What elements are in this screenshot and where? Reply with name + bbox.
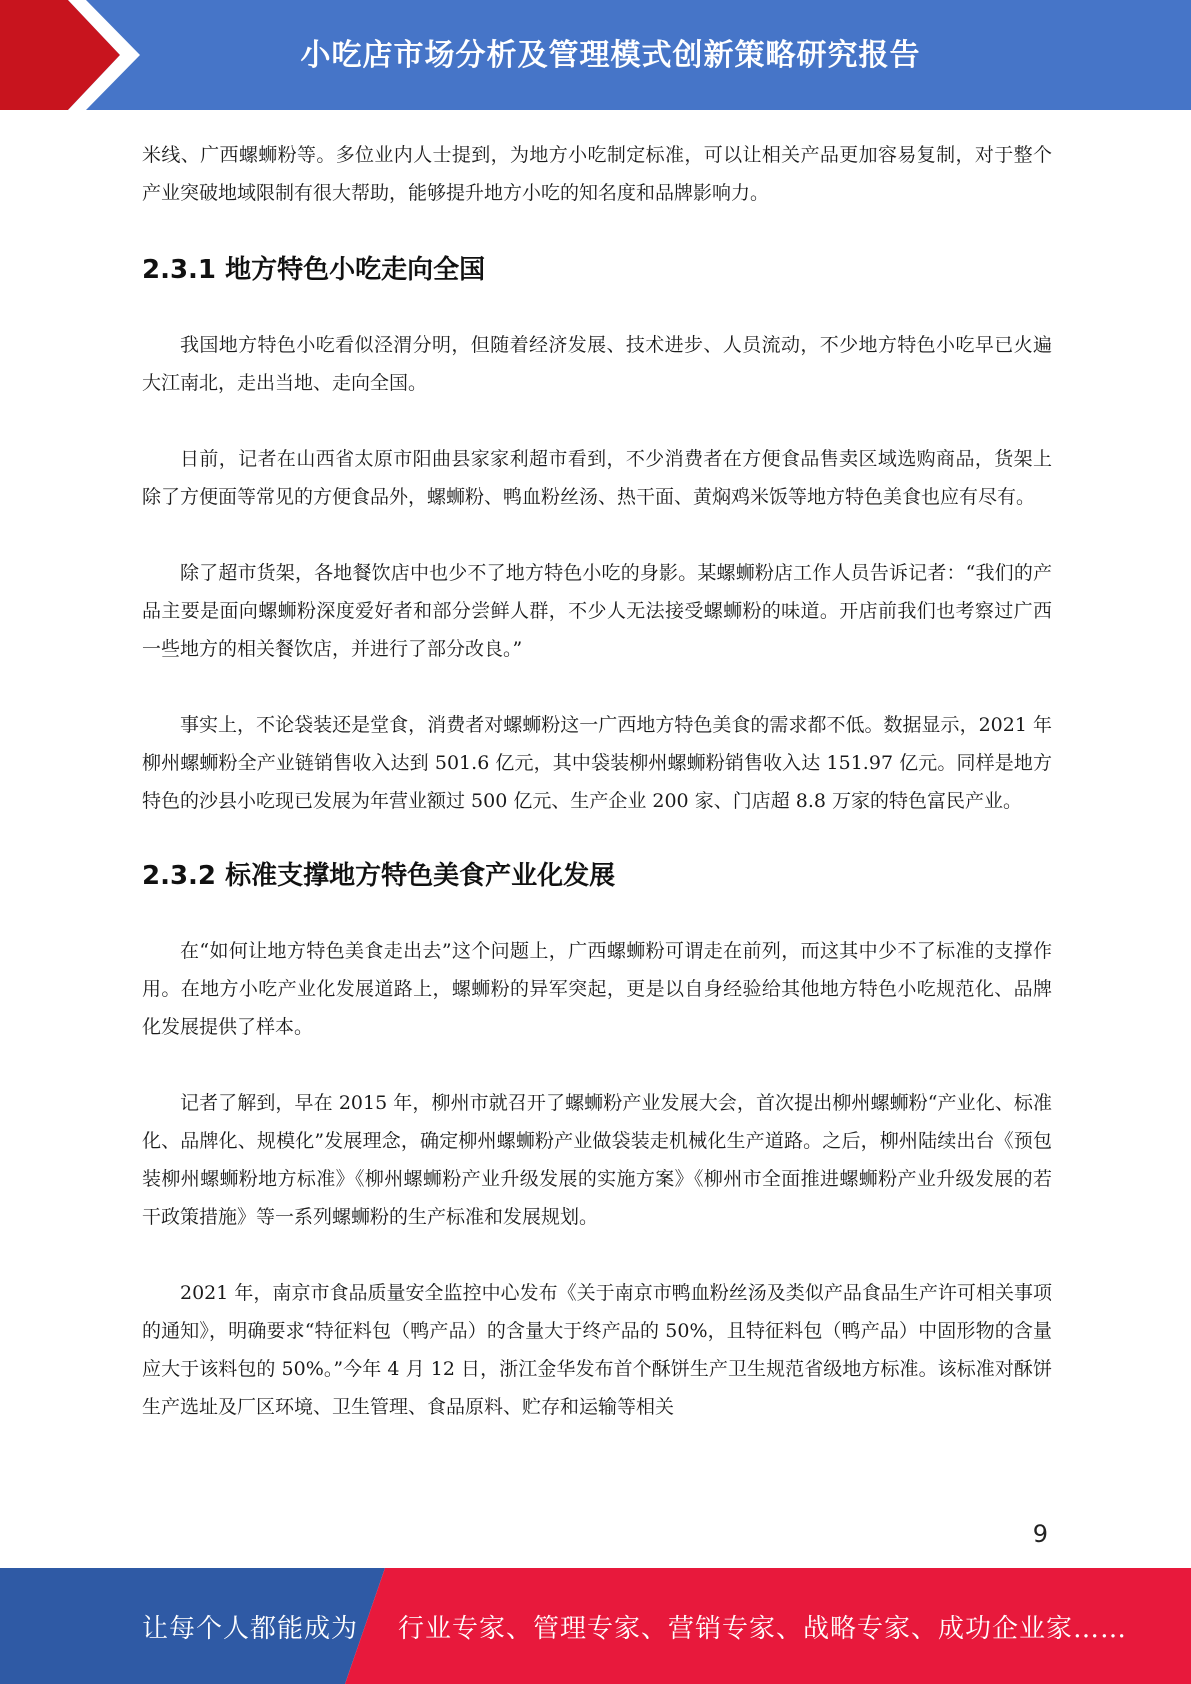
section1-paragraph-1: 我国地方特色小吃看似泾渭分明，但随着经济发展、技术进步、人员流动，不少地方特色小吃早已火遍大江南北，走出当地、走向全国。 bbox=[142, 334, 1052, 394]
section1-paragraph-3: 除了超市货架，各地餐饮店中也少不了地方特色小吃的身影。某螺蛳粉店工作人员告诉记者：“我们的产品主要是面向螺蛳粉深度爱好者和部分尝鲜人群，不少人无法接受螺蛳粉的味道。开店前我们也考察过广西一些地方的相关餐饮店，并进行了部分改良。” bbox=[142, 562, 1052, 660]
section1-paragraph-4: 事实上，不论袋装还是堂食，消费者对螺蛳粉这一广西地方特色美食的需求都不低。数据显示，2021 年柳州螺蛳粉全产业链销售收入达到 501.6 亿元，其中袋装柳州螺蛳粉销售收入达 151.97 亿元。同样是地方特色的沙县小吃现已发展为年营业额过 500 亿元、生产企业 200 家、门店超 8.8 万家的特色富民产业。 bbox=[142, 714, 1052, 812]
header-bar bbox=[0, 0, 1191, 110]
intro-paragraph: 米线、广西螺蛳粉等。多位业内人士提到，为地方小吃制定标准，可以让相关产品更加容易复制，对于整个产业突破地域限制有很大帮助，能够提升地方小吃的知名度和品牌影响力。 bbox=[142, 144, 1052, 204]
footer-banner bbox=[0, 1568, 1191, 1684]
section2-paragraph-2: 记者了解到，早在 2015 年，柳州市就召开了螺蛳粉产业发展大会，首次提出柳州螺蛳粉“产业化、标准化、品牌化、规模化”发展理念，确定柳州螺蛳粉产业做袋装走机械化生产道路。之后，柳州陆续出台《预包装柳州螺蛳粉地方标准》《柳州螺蛳粉产业升级发展的实施方案》《柳州市全面推进螺蛳粉产业升级发展的若干政策措施》等一系列螺蛳粉的生产标准和发展规划。 bbox=[142, 1092, 1052, 1228]
document-body bbox=[142, 136, 1052, 1426]
section1-paragraph-2: 日前，记者在山西省太原市阳曲县家家利超市看到，不少消费者在方便食品售卖区域选购商品，货架上除了方便面等常见的方便食品外，螺蛳粉、鸭血粉丝汤、热干面、黄焖鸡米饭等地方特色美食也应有尽有。 bbox=[142, 448, 1052, 508]
report-title: 小吃店市场分析及管理模式创新策略研究报告 bbox=[300, 38, 921, 73]
section-heading-2-3-2: 2.3.2 标准支撑地方特色美食产业化发展 bbox=[142, 861, 616, 891]
section2-paragraph-3: 2021 年，南京市食品质量安全监控中心发布《关于南京市鸭血粉丝汤及类似产品食品生产许可相关事项的通知》，明确要求“特征料包（鸭产品）的含量大于终产品的 50%，且特征料包（鸭产品）中固形物的含量应大于该料包的 50%。”今年 4 月 12 日，浙江金华发布首个酥饼生产卫生规范省级地方标准。该标准对酥饼生产选址及厂区环境、卫生管理、食品原料、贮存和运输等相关 bbox=[142, 1282, 1052, 1418]
footer-slogan-right: 行业专家、管理专家、营销专家、战略专家、成功企业家…… bbox=[398, 1614, 1128, 1644]
section-heading-2-3-1: 2.3.1 地方特色小吃走向全国 bbox=[142, 255, 486, 285]
section2-paragraph-1: 在“如何让地方特色美食走出去”这个问题上，广西螺蛳粉可谓走在前列，而这其中少不了标准的支撑作用。在地方小吃产业化发展道路上，螺蛳粉的异军突起，更是以自身经验给其他地方特色小吃规范化、品牌化发展提供了样本。 bbox=[142, 940, 1052, 1038]
page-number: 9 bbox=[1032, 1520, 1048, 1548]
footer-slogan-left: 让每个人都能成为 bbox=[142, 1614, 359, 1644]
